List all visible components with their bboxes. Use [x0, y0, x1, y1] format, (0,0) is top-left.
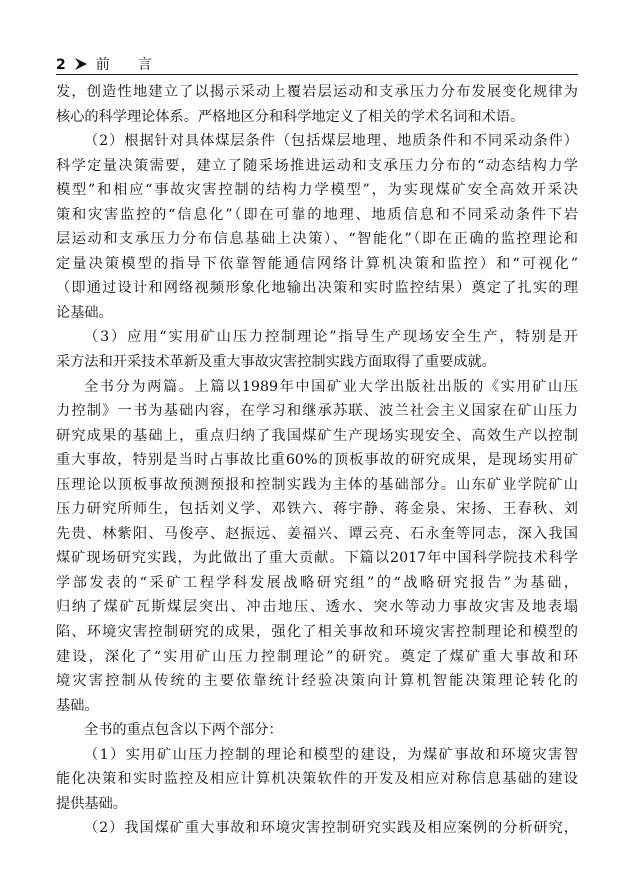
text-line: 重大事故，特别是当时占事故比重60%的顶板事故的研究成果，是现场实用矿: [56, 452, 578, 469]
text-line: 学部发表的“采矿工程学科发展战略研究组”的“战略研究报告”为基础，: [56, 574, 578, 591]
text-line: 论基础。: [56, 304, 113, 321]
text-line: 力控制》一书为基础内容，在学习和继承苏联、波兰社会主义国家在矿山压力: [56, 403, 578, 420]
page-number: 2: [56, 57, 66, 73]
text-line: 建设，深化了“实用矿山压力控制理论”的研究。奠定了煤矿重大事故和环: [56, 648, 578, 665]
text-line: 全书分为两篇。上篇以1989年中国矿业大学出版社出版的《实用矿山压: [84, 378, 578, 395]
text-line: 先贵、林紫阳、马俊亭、赵振远、姜福兴、谭云亮、石永奎等同志，深入我国: [56, 525, 578, 542]
text-line: 境灾害控制从传统的主要依靠统计经验决策向计算机智能决策理论转化的: [56, 673, 578, 690]
text-line: （2）我国煤矿重大事故和环境灾害控制研究实践及相应案例的分析研究，: [84, 820, 578, 837]
text-line: 研究成果的基础上，重点归纳了我国煤矿生产现场实现安全、高效生产以控制: [56, 427, 578, 444]
body-text: [56, 80, 578, 841]
text-line: （3）应用“实用矿山压力控制理论”指导生产现场安全生产，特别是开: [84, 329, 578, 346]
text-line: （1）实用矿山压力控制的理论和模型的建设，为煤矿事故和环境灾害智: [84, 746, 578, 763]
text-line: 定量决策模型的指导下依靠智能通信网络计算机决策和监控）和“可视化”: [56, 255, 578, 272]
text-line: 陷、环境灾害控制研究的成果，强化了相关事故和环境灾害控制理论和模型的: [56, 624, 578, 641]
text-line: 能化决策和实时监控及相应计算机决策软件的开发及相应对称信息基础的建设: [56, 771, 578, 788]
text-line: 全书的重点包含以下两个部分：: [84, 722, 283, 739]
text-line: 科学定量决策需要，建立了随采场推进运动和支承压力分布的“动态结构力学: [56, 157, 578, 174]
text-line: 策和灾害监控的“信息化”（即在可靠的地理、地质信息和不同采动条件下岩: [56, 206, 578, 223]
section-title: 前言: [95, 57, 180, 73]
text-line: （2）根据针对具体煤层条件（包括煤层地理、地质条件和不同采动条件）: [84, 133, 578, 150]
text-line: 压理论以顶板事故预测预报和控制实践为主体的基础部分。山东矿业学院矿山: [56, 476, 578, 493]
text-line: 煤矿现场研究实践，为此做出了重大贡献。下篇以2017年中国科学院技术科学: [56, 550, 578, 567]
running-header: [56, 52, 578, 75]
text-line: 发，创造性地建立了以揭示采动上覆岩层运动和支承压力分布发展变化规律为: [56, 84, 578, 100]
text-line: （即通过设计和网络视频形象化地输出决策和实时监控结果）奠定了扎实的理: [56, 280, 578, 297]
text-line: 模型”和相应“事故灾害控制的结构力学模型”，为实现煤矿安全高效开采决: [56, 182, 578, 199]
text-line: 压力研究所师生，包括刘义学、邓铁六、蒋宇静、蒋金泉、宋扬、王春秋、刘: [56, 501, 578, 518]
text-line: 层运动和支承压力分布信息基础上决策）、“智能化”（即在正确的监控理论和: [56, 231, 578, 248]
text-line: 提供基础。: [56, 795, 127, 812]
text-line: 核心的科学理论体系。严格地区分和科学地定义了相关的学术名词和术语。: [56, 108, 525, 125]
text-line: 采方法和开采技术革新及重大事故灾害控制实践方面取得了重要成就。: [56, 354, 496, 371]
text-line: 归纳了煤矿瓦斯煤层突出、冲击地压、透水、突水等动力事故灾害及地表塌: [56, 599, 578, 616]
text-line: 基础。: [56, 697, 99, 714]
arrow-icon: [74, 56, 88, 72]
